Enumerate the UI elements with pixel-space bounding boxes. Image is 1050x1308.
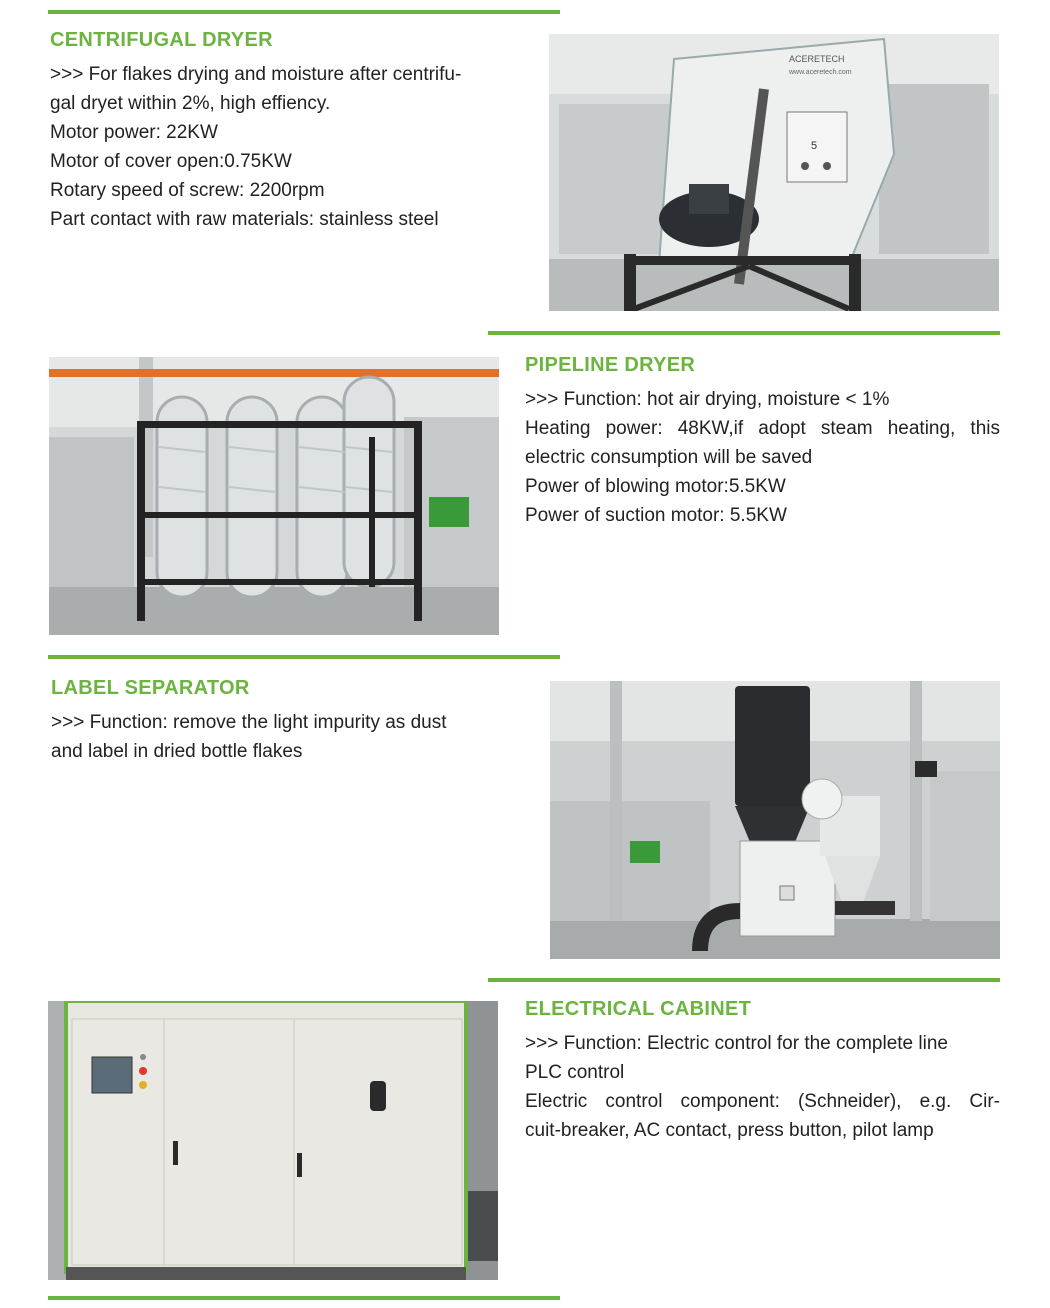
centrifugal-dryer-photo bbox=[549, 34, 999, 311]
section-divider bbox=[488, 331, 1000, 335]
label-separator-photo bbox=[550, 681, 1000, 959]
section-title-pipeline-dryer: PIPELINE DRYER bbox=[525, 354, 696, 376]
spec-line: gal dryet within 2%, high effiency. bbox=[50, 93, 331, 114]
spec-line: cuit-breaker, AC contact, press button, pilot lamp bbox=[525, 1120, 934, 1141]
spec-line: Power of suction motor: 5.5KW bbox=[525, 505, 787, 526]
section-divider bbox=[48, 1296, 560, 1300]
spec-line: >>> For flakes drying and moisture after centrifu- bbox=[50, 64, 462, 85]
spec-line: >>> Function: hot air drying, moisture < 1% bbox=[525, 389, 890, 410]
section-text-label-separator bbox=[51, 708, 511, 766]
section-text-electrical-cabinet bbox=[525, 1029, 1000, 1145]
spec-line: Heating power: 48KW,if adopt steam heating, this bbox=[525, 418, 1000, 439]
electrical-cabinet-photo bbox=[48, 1001, 498, 1280]
spec-line: Electric control component: (Schneider), e.g. Cir- bbox=[525, 1091, 1000, 1112]
section-divider bbox=[48, 10, 560, 14]
spec-line: electric consumption will be saved bbox=[525, 447, 813, 468]
spec-line: Motor power: 22KW bbox=[50, 122, 218, 143]
spec-line: PLC control bbox=[525, 1062, 625, 1083]
spec-line: and label in dried bottle flakes bbox=[51, 741, 303, 762]
spec-line: >>> Function: Electric control for the complete line bbox=[525, 1033, 948, 1054]
panel-number: 5 bbox=[811, 140, 818, 152]
spec-line: >>> Function: remove the light impurity as dust bbox=[51, 712, 447, 733]
spec-line: Motor of cover open:0.75KW bbox=[50, 151, 292, 172]
section-title-centrifugal-dryer: CENTRIFUGAL DRYER bbox=[50, 29, 273, 51]
section-title-electrical-cabinet: ELECTRICAL CABINET bbox=[525, 998, 752, 1020]
brand-label: ACERETECH bbox=[789, 54, 845, 64]
section-text-pipeline-dryer bbox=[525, 385, 1000, 530]
brand-url: www.aceretech.com bbox=[789, 69, 852, 76]
section-divider bbox=[48, 655, 560, 659]
spec-line: Power of blowing motor:5.5KW bbox=[525, 476, 786, 497]
spec-line: Rotary speed of screw: 2200rpm bbox=[50, 180, 325, 201]
spec-line: Part contact with raw materials: stainless steel bbox=[50, 209, 439, 230]
pipeline-dryer-photo bbox=[49, 357, 499, 635]
section-divider bbox=[488, 978, 1000, 982]
section-text-centrifugal-dryer bbox=[50, 60, 510, 234]
section-title-label-separator: LABEL SEPARATOR bbox=[51, 677, 250, 699]
